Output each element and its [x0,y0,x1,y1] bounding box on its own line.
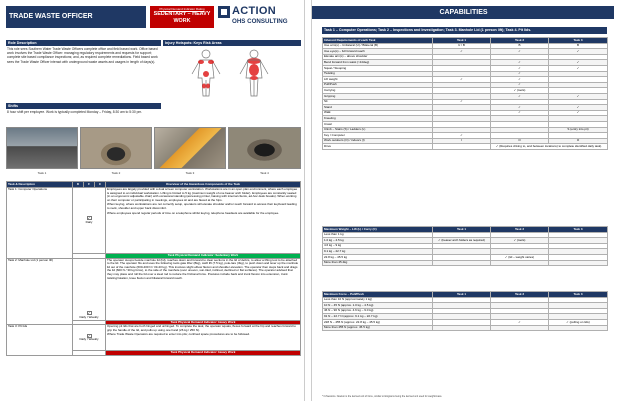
column-header: Task 3 [491,38,549,44]
capabilities-title: CAPABILITIES [312,6,614,19]
requirement-label: Twisting [323,71,433,77]
action-ohs-logo [218,5,302,31]
requirement-label: More than 45.4kg [323,260,433,266]
pdr-badge [150,6,214,28]
task-cell: ✓ (beaver arch folders as required) [433,238,491,244]
col-f: F [84,182,95,188]
requirement-label: Walk [323,110,433,116]
task-cell: ✓ [491,319,549,325]
task-cell: ✓ [491,105,549,111]
photo-caption-4: Task 4 [260,171,269,175]
task-cell: ✓ [491,110,549,116]
shifts-text: 8 hour shift per employee. Work is typically completed Monday – Friday, 8:30 am to 5:30 pm. [7,110,143,114]
injury-hotspot-areas [198,58,261,89]
task-cell: I [433,138,491,144]
requirement-label: Elevate arm(s) – above shoulder [323,54,433,60]
task-cell [491,325,549,331]
task-cell: B [549,43,608,49]
task-cell [549,260,608,266]
requirement-label: 46 N – 90 N (approx. 4.6 kg – 9.0 kg) [323,308,433,314]
requirement-label: 4.6 kg – 9 kg [323,243,433,249]
task-cell: ✓ [433,77,491,83]
rating-heavy: Task Physical Demand Indicator: Heavy Work [106,351,301,356]
overview-para: Where employees spend regular periods of time on a telephone whilst keying, telephone headsets are available for the employee. [107,210,280,215]
capabilities-tasks-heading: Task 1 – Computer Operations; Task 2 – Inspections and Investigation; Task 3. Manhole Lid (1 person lift); Task 4. Pit lids. [322,27,607,34]
column-header: Maximum Force – Pull/Push [323,292,433,298]
task-freq [73,325,106,351]
task-cell: ✓ [549,65,608,71]
force-row [323,325,608,331]
requirement-label: 9.1 kg – 22.7 kg [323,249,433,255]
task-cell: O [549,138,608,144]
max-force-table [322,291,608,331]
requirement-label: Pull/Push [323,82,433,88]
requirement-label: 10 N – 45 N (approx. 1.0 kg – 4.5 kg) [323,303,433,309]
task-photo-computer [6,127,78,169]
role-description-text: This role sees Southern Water Trade Waste Officers complete office and field based work. Office based work involves the Trade Waste Officer: managing regulatory requirements and requests for support; complete site based compliance inspections; and, as required complete remediations. Field based work sees the Trade Waste Officer interact with underground waste assets and usages in length of days(s). [7,47,158,64]
shifts-heading: Shifts [6,103,161,109]
col-overview: Overview of the Hazardous Components of the Task [106,182,301,188]
task-cell [549,325,608,331]
task-cell: O [491,138,549,144]
requirement-label: 91 N – 22.7 N (approx. 9.1 kg – 22.7 kg) [323,314,433,320]
page-title: TRADE WASTE OFFICER [6,6,146,28]
overview-para: Employees are largely provided with a dual screen computer workstation. Workstations are in an open plan environment, where each employee is assigned to an individual workstation. Lifting is limited to 5 kg (maximum weight of one beaver arch folder). Employees are constantly seated (in an ergonomic adjustable chair) with occasional standing (accessing printer, liaising with internal clients, ad-hoc desk breaks). When working on their computer or participating in meetings, employees sit and are flexed at the hips. [107,187,298,202]
task-cell [433,325,491,331]
freq-label: Daily / Weekly [79,315,99,319]
task-cell: ✓ [433,99,491,105]
task-cell: ✓ [491,93,549,99]
task-overview [106,188,301,254]
task-cell: ✓ (tools) [491,238,549,244]
task-cell: ✓ [491,71,549,77]
task-cell: ✓ (Requires driving to, and between locations) to complete identified daily task). [491,144,608,150]
task-cell [433,260,491,266]
rating-heavy: Task Physical Demand Indicator: Heavy Work [106,320,301,325]
requirement-label: Kneeling [323,116,433,122]
task-cell: ✓ [549,105,608,111]
task-cell: ✓ [549,110,608,116]
task-cell: ✓ [491,77,549,83]
photo-caption-1: Task 1 [37,171,47,175]
column-header: Maximum Weight – Lift (L) / Carry (C) [323,227,433,233]
task-row-3 [7,325,301,351]
task-photo-manhole [80,127,152,169]
requirement-label: Work outdoors (O) / indoors (I) [323,138,433,144]
requirement-label: Less than 1 kg [323,232,433,238]
weight-row [323,260,608,266]
task-cell: ✓ (tools) [491,88,549,94]
freq-checkbox[interactable]: ✓ [87,333,91,338]
left-page [2,0,305,401]
col-d: D [73,182,84,188]
column-header: Inherent Requirements of each Task [323,38,433,44]
overview-para: Opening pit lids that are both hinged and unhinged. To complete the task, the operator squats, flexes forward at the hip and reaches forward to grip the handle of the lid, and pulls up using one hand (26 kg / 250 N). [107,324,296,332]
col-c: C [95,182,106,188]
requirement-label: Less than 10 N (approximately 1 kg) [323,297,433,303]
task-cell: U / B [433,43,491,49]
task-cell [433,144,491,150]
requirement-label: Carrying [323,88,433,94]
task-cell: ✓ [433,133,491,139]
photo-caption-3: Task 3 [185,171,195,175]
task-cell: ✓ [549,93,608,99]
col-task: Task & Description [7,182,73,188]
task-cell: ✓ [491,82,549,88]
footnote: * N-Newtons. Newton is the derived unit of force, similar to kilograms being the derived unit used for weight/mass. [322,395,443,398]
task-cell [491,260,549,266]
column-header: Task 3 [549,292,608,298]
rating-sedentary: Task Physical Demand Indicator: Sedentary Work [106,254,301,259]
requirement-label: Use arm(s) – Unilateral (U) / Bilateral (B) [323,43,433,49]
column-header: Task 1 [433,227,491,233]
task-cell: ✓ (lid – weight varies) [491,254,549,260]
logo-mark-icon [218,6,230,18]
requirement-label: Lift weight [323,77,433,83]
task-cell: ✓ [549,60,608,66]
column-header: Task 3 [549,227,608,233]
freq-label: Daily [85,220,93,224]
body-diagram [178,48,288,100]
column-header: Task 1 [433,292,491,298]
task-table [6,181,301,356]
column-header: Task 3 [491,227,549,233]
requirement-label: More than 455 N (approx. 45.5 kg) [323,325,433,331]
column-header: Task 3 [491,292,549,298]
pdr-value: SEDENTARY – HEAVY WORK [153,11,211,24]
task-cell: ✓ [491,65,549,71]
overview-para: Where Trade Waste Operators are required to enter into pits; confined space procedures are to be followed. [107,332,250,337]
right-page [311,0,614,401]
pdr-label: Physical Demand Indicator Rating [159,7,205,11]
task-photo-pit-lid [228,127,301,169]
task-name: Task 2: Manhole Lid (1 person lift) [7,258,73,325]
task-cell: ✓ [491,49,549,55]
task-overview [106,258,301,320]
column-header: Task 1 [433,38,491,44]
requirement-label: Key / Computer [323,133,433,139]
requirement-label: 22.8 kg – 45.5 kg [323,254,433,260]
requirement-label: Sit [323,99,433,105]
logo-text: ACTION [232,5,276,17]
task-freq [73,188,106,254]
requirement-row [323,144,608,150]
requirement-label: Gripping [323,93,433,99]
task-row-2 [7,258,301,320]
task-overview [106,325,301,351]
requirement-label: Drive [323,144,433,150]
task-name: Task 3: Pit lids [7,325,73,356]
task-freq [73,258,106,320]
task-cell: ✓ (pulling on lids) [549,319,608,325]
task-name: Task 1: Computer Operations [7,188,73,259]
requirement-label: Bend forward from waist (>10deg) [323,60,433,66]
overview-para: When keying, where workstations are not correctly setup, operators will elevate shoulder and/or reach forward to access their keyboard leading to neck, shoulder and upper back discomfort. [107,202,297,210]
role-description-heading: Role Description [6,40,161,46]
requirement-label: Climb – Stairs (S) / Ladders (L) [323,127,433,133]
freq-checkbox[interactable]: ✓ [87,311,91,316]
task-cell: S (entry into pit) [549,127,608,133]
column-header: Task 3 [549,38,608,44]
freq-label: Daily / Weekly [79,337,99,342]
task-cell: B [491,43,549,49]
task-cell: ✓ [491,60,549,66]
task-cell: ✓ [433,49,491,55]
requirement-label: 228 N – 455 N (approx. 22.8 kg – 45.5 kg) [323,319,433,325]
requirement-label: 1.0 kg – 4.5 kg [323,238,433,244]
requirement-label: Stand [323,105,433,111]
requirement-label: Squat / Stooping [323,65,433,71]
requirement-label: Use eye(s) – full forward reach [323,49,433,55]
overview-para: The operator stoops beside manhole lid (lid), reaches down and forward to clear sections in the lid of debris, to allow a lifting tool to be attached to the lid. The operator fits and uses the following tools gate lifter (8kg), swift lift (7.5 kg), pole-lare (3kg), to push down and lever up the manhole lid out of the manhole (600-400 N / 33-43 kg). This involves slight elbow flexion and shoulder elevation. The operator then steps back and drags the lid (600 N / 30 kg force), to the side of the manhole (over uneven, sun-tiled, inclined, declined or flat surfaces). The operator advised that they may place and roll the lid over a steel rod to reduce the frictional force. Postures include back and trunk flexion into extension, trunk twisting/rotation, knee flexion and bilateral forward reach. [107,257,299,280]
requirement-label: Crawl [323,121,433,127]
logo-subtext: OHS CONSULTING [232,18,288,25]
max-weight-table [322,226,608,266]
task-row-1 [7,188,301,254]
injury-hotspots-heading: Injury Hotspots: Keys Risk Areas [163,40,301,46]
photo-caption-2: Task 2 [111,171,121,175]
task-photo-lid-lift [154,127,226,169]
freq-checkbox[interactable]: ✓ [87,216,91,221]
task-cell: ✓ [549,49,608,55]
inherent-requirements-table [322,37,608,150]
